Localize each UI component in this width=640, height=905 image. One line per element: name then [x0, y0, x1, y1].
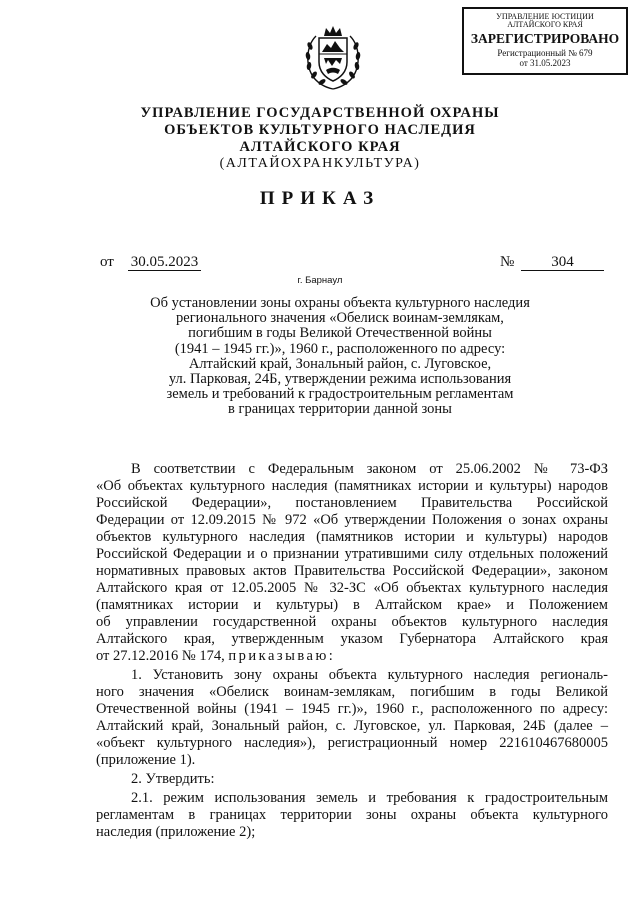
document-date: 30.05.2023	[128, 254, 201, 271]
subject-line: ул. Парковая, 24Б, утверждении режима использования	[168, 371, 512, 388]
item1-line: 1. Установить зону охраны объекта культурного наследия региональ-	[131, 667, 608, 683]
preamble-line: (памятниках истории и культуры) в Алтайском крае» и Положением	[96, 597, 608, 613]
subject-line: в границах территории данной зоны	[228, 401, 452, 418]
stamp-title: ЗАРЕГИСТРИРОВАНО	[470, 31, 620, 46]
city: г. Барнаул	[297, 275, 343, 286]
subject-line: земель и требований к градостроительным регламентам	[166, 386, 514, 403]
item2-1-line: 2.1. режим использования земель и требования к градостроительным	[131, 790, 608, 806]
document-subject	[140, 296, 540, 418]
item1-line: ного значения «Обелиск воинам-землякам, погибшим в годы Великой	[96, 684, 608, 700]
item2-line: 2. Утвердить:	[131, 771, 215, 787]
stamp-reg-date: от 31.05.2023	[519, 58, 571, 68]
stamp-authority-line1: УПРАВЛЕНИЕ ЮСТИЦИИ	[496, 12, 594, 21]
date-label: от	[100, 254, 114, 270]
preamble-line: В соответствии с Федеральным законом от 25.06.2002 № 73-ФЗ	[131, 461, 608, 477]
authority-name-line2: ОБЪЕКТОВ КУЛЬТУРНОГО НАСЛЕДИЯ	[164, 122, 476, 138]
preamble-line: нормативных правовых актов Правительства Российской Федерации», законом	[96, 563, 608, 579]
preamble-line: Российской Федерации и о признании утратившими силу отдельных положений	[96, 546, 608, 562]
authority-name-line3: АЛТАЙСКОГО КРАЯ	[239, 139, 401, 155]
item1-line: «объект культурного наследия»), регистрационный номер 221610467680005	[96, 735, 608, 751]
authority-short-name: (АЛТАЙОХРАНКУЛЬТУРА)	[219, 156, 421, 171]
preamble-last-text: от 27.12.2016 № 174,	[96, 648, 225, 664]
altai-krai-coat-of-arms-icon	[302, 22, 364, 92]
stamp-authority-line2: АЛТАЙСКОГО КРАЯ	[507, 20, 583, 29]
subject-line: погибшим в годы Великой Отечественной войны	[188, 325, 492, 342]
document-number: 304	[521, 254, 604, 271]
number-label: №	[500, 254, 515, 270]
registration-stamp	[462, 7, 628, 75]
item1-last-line: (приложение 1).	[96, 752, 196, 768]
preamble-line: объектов культурного наследия (памятников истории и культуры) народов	[96, 529, 608, 545]
item2-1-last-line: наследия (приложение 2);	[96, 824, 256, 840]
subject-line: Алтайский край, Зональный район, с. Луговское,	[188, 355, 492, 372]
document-type-title: ПРИКАЗ	[259, 188, 381, 209]
item2-1-line: регламентам в границах территории зоны охраны объекта культурного	[96, 807, 608, 823]
order-word: приказываю:	[228, 648, 336, 664]
preamble-line: Российской Федерации», постановлением Правительства Российской	[96, 495, 608, 511]
subject-line: Об установлении зоны охраны объекта культурного наследия	[150, 295, 530, 311]
item1-line: Отечественной войны (1941 – 1945 гг.)», 1960 г., расположенного по адресу:	[96, 701, 608, 717]
preamble-line: Алтайского края от 12.05.2005 № 32-ЗС «Об объектах культурного наследия	[96, 580, 608, 596]
preamble-line: Федерации от 12.09.2015 № 972 «Об утверждении Положения о зонах охраны	[96, 512, 608, 528]
subject-line: (1941 – 1945 гг.)», 1960 г., расположенного по адресу:	[174, 340, 506, 357]
preamble-line: «Об объектах культурного наследия (памятниках истории и культуры) народов	[96, 478, 608, 494]
item1-line: Алтайский край, Зональный район, с. Луговское, ул. Парковая, 24Б (далее –	[96, 718, 608, 734]
authority-name-line1: УПРАВЛЕНИЕ ГОСУДАРСТВЕННОЙ ОХРАНЫ	[140, 105, 500, 121]
subject-line: регионального значения «Обелиск воинам-землякам,	[176, 310, 504, 327]
preamble-last-line	[96, 648, 608, 664]
preamble-line: Алтайского края, утвержденным указом Губернатора Алтайского края	[96, 631, 608, 647]
stamp-reg-number: Регистрационный № 679	[497, 48, 593, 58]
preamble-line: об управлении государственной охраны объектов культурного наследия	[96, 614, 608, 630]
